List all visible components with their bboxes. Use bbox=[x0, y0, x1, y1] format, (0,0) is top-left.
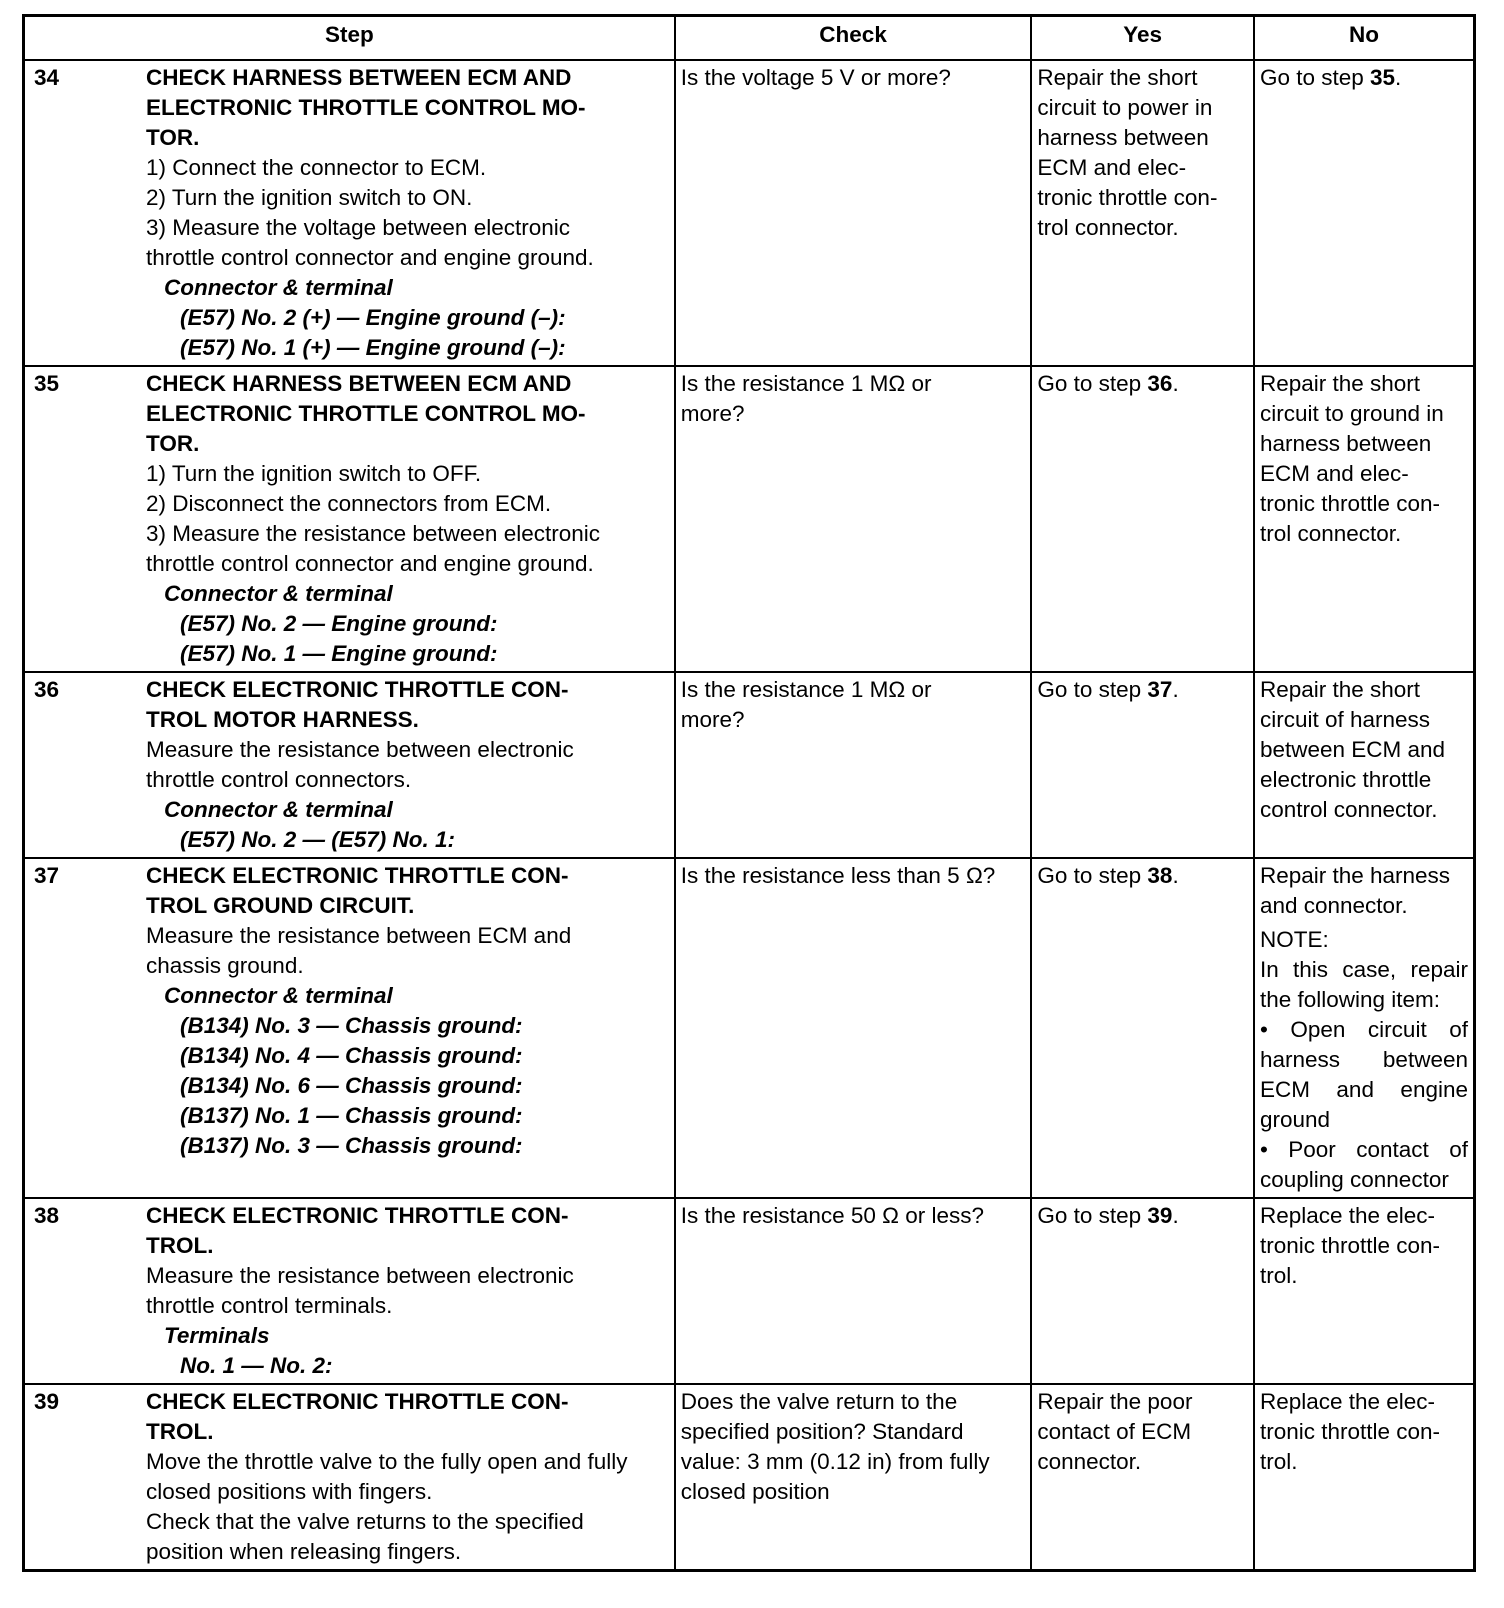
check-line: more? bbox=[680, 401, 745, 426]
yes-line: ECM and elec- bbox=[1037, 155, 1187, 180]
no-line: electronic throttle bbox=[1259, 767, 1432, 792]
instruction-line: 2) Disconnect the connectors from ECM. bbox=[146, 491, 552, 516]
no-line: tronic throttle con- bbox=[1259, 1419, 1441, 1444]
yes-cell bbox=[1031, 366, 1254, 672]
yes-cell bbox=[1031, 672, 1254, 858]
note-line: harness between bbox=[1259, 1047, 1468, 1072]
step-body bbox=[146, 1201, 669, 1381]
header-no: No bbox=[1254, 16, 1475, 61]
check-line: Is the resistance 50 Ω or less? bbox=[680, 1203, 985, 1228]
step-body bbox=[146, 63, 669, 363]
spec-heading: Connector & terminal bbox=[164, 983, 393, 1008]
step-cell bbox=[24, 366, 675, 672]
yes-cell bbox=[1031, 858, 1254, 1198]
note-line: ground bbox=[1259, 1107, 1331, 1132]
goto-step-text: Go to step 35. bbox=[1259, 65, 1402, 90]
header-yes: Yes bbox=[1031, 16, 1254, 61]
instruction-line: closed positions with fingers. bbox=[146, 1479, 433, 1504]
check-cell bbox=[675, 60, 1032, 366]
no-line: ECM and elec- bbox=[1259, 461, 1409, 486]
no-cell bbox=[1254, 1198, 1475, 1384]
step-number: 38 bbox=[34, 1203, 60, 1228]
no-line: circuit of harness bbox=[1259, 707, 1431, 732]
yes-cell bbox=[1031, 60, 1254, 366]
goto-step-number: 36 bbox=[1147, 371, 1173, 396]
table-row bbox=[24, 1198, 1475, 1384]
note-line: • Open circuit of bbox=[1259, 1017, 1468, 1042]
diagnostic-table bbox=[22, 14, 1476, 1572]
no-line: Replace the elec- bbox=[1259, 1389, 1436, 1414]
instruction-line: Move the throttle valve to the fully open and fully bbox=[146, 1449, 628, 1474]
step-cell bbox=[24, 858, 675, 1198]
yes-line: Repair the poor bbox=[1037, 1389, 1193, 1414]
table-header-row bbox=[24, 16, 1475, 61]
check-cell bbox=[675, 672, 1032, 858]
check-line: closed position bbox=[680, 1479, 830, 1504]
step-wrap bbox=[30, 1201, 669, 1381]
instruction-line: Measure the resistance between ECM and bbox=[146, 923, 572, 948]
step-wrap bbox=[30, 63, 669, 363]
yes-cell bbox=[1031, 1198, 1254, 1384]
step-title-line: TROL GROUND CIRCUIT. bbox=[146, 893, 415, 918]
step-title-line: ELECTRONIC THROTTLE CONTROL MO- bbox=[146, 95, 586, 120]
spec-item: (B137) No. 1 — Chassis ground: bbox=[180, 1103, 523, 1128]
instruction-line: 1) Connect the connector to ECM. bbox=[146, 155, 487, 180]
spec-item: (B134) No. 6 — Chassis ground: bbox=[180, 1073, 523, 1098]
instruction-line: Measure the resistance between electronic bbox=[146, 1263, 574, 1288]
instruction-line: throttle control connectors. bbox=[146, 767, 412, 792]
goto-step-number: 39 bbox=[1147, 1203, 1173, 1228]
goto-step-text: Go to step 36. bbox=[1037, 371, 1179, 396]
step-title-line: CHECK ELECTRONIC THROTTLE CON- bbox=[146, 863, 569, 888]
no-cell bbox=[1254, 672, 1475, 858]
instruction-line: throttle control terminals. bbox=[146, 1293, 393, 1318]
instruction-line: 3) Measure the voltage between electronic bbox=[146, 215, 570, 240]
step-title-line: TOR. bbox=[146, 125, 200, 150]
spec-item: (B134) No. 3 — Chassis ground: bbox=[180, 1013, 523, 1038]
step-title-line: TOR. bbox=[146, 431, 200, 456]
spec-heading: Connector & terminal bbox=[164, 581, 393, 606]
spec-item: No. 1 — No. 2: bbox=[180, 1353, 333, 1378]
no-line: and connector. bbox=[1259, 893, 1408, 918]
spec-heading: Connector & terminal bbox=[164, 797, 393, 822]
no-line: trol connector. bbox=[1259, 521, 1402, 546]
instruction-line: position when releasing fingers. bbox=[146, 1539, 462, 1564]
note-line: In this case, repair bbox=[1259, 957, 1468, 982]
yes-line: circuit to power in bbox=[1037, 95, 1213, 120]
table-row bbox=[24, 858, 1475, 1198]
step-title-line: TROL. bbox=[146, 1233, 214, 1258]
yes-cell bbox=[1031, 1384, 1254, 1571]
spec-item: (E57) No. 2 — (E57) No. 1: bbox=[180, 827, 456, 852]
spec-item: (E57) No. 1 (+) — Engine ground (–): bbox=[180, 335, 566, 360]
check-line: Is the resistance less than 5 Ω? bbox=[680, 863, 996, 888]
step-cell bbox=[24, 1198, 675, 1384]
step-wrap bbox=[30, 1387, 669, 1567]
spec-heading: Connector & terminal bbox=[164, 275, 393, 300]
check-cell bbox=[675, 1198, 1032, 1384]
step-title-line: TROL MOTOR HARNESS. bbox=[146, 707, 419, 732]
no-cell bbox=[1254, 858, 1475, 1198]
no-line: Repair the short bbox=[1259, 677, 1421, 702]
instruction-line: 1) Turn the ignition switch to OFF. bbox=[146, 461, 482, 486]
yes-line: trol connector. bbox=[1037, 215, 1179, 240]
table-row bbox=[24, 60, 1475, 366]
step-body bbox=[146, 861, 669, 1161]
note-line: coupling connector bbox=[1259, 1167, 1449, 1192]
step-wrap bbox=[30, 675, 669, 855]
no-line: harness between bbox=[1259, 431, 1432, 456]
no-line: trol. bbox=[1259, 1449, 1298, 1474]
instruction-line: throttle control connector and engine ground. bbox=[146, 551, 594, 576]
header-check: Check bbox=[675, 16, 1032, 61]
no-cell bbox=[1254, 1384, 1475, 1571]
step-number: 34 bbox=[34, 65, 60, 90]
step-number: 35 bbox=[34, 371, 60, 396]
step-wrap bbox=[30, 861, 669, 1161]
instruction-line: Check that the valve returns to the specified bbox=[146, 1509, 584, 1534]
step-title-line: CHECK HARNESS BETWEEN ECM AND bbox=[146, 65, 572, 90]
note-block bbox=[1260, 925, 1468, 1195]
note-line: the following item: bbox=[1259, 987, 1441, 1012]
yes-line: contact of ECM bbox=[1037, 1419, 1192, 1444]
instruction-line: 2) Turn the ignition switch to ON. bbox=[146, 185, 473, 210]
table-row bbox=[24, 672, 1475, 858]
check-line: Is the resistance 1 MΩ or bbox=[680, 371, 932, 396]
step-number: 36 bbox=[34, 677, 60, 702]
instruction-line: 3) Measure the resistance between electronic bbox=[146, 521, 600, 546]
note-line: • Poor contact of bbox=[1259, 1137, 1468, 1162]
check-line: specified position? Standard bbox=[680, 1419, 964, 1444]
goto-step-number: 35 bbox=[1370, 65, 1396, 90]
table-row bbox=[24, 1384, 1475, 1571]
step-cell bbox=[24, 672, 675, 858]
step-title-line: CHECK ELECTRONIC THROTTLE CON- bbox=[146, 1389, 569, 1414]
step-title-line: ELECTRONIC THROTTLE CONTROL MO- bbox=[146, 401, 586, 426]
step-number: 37 bbox=[34, 863, 60, 888]
no-line: Replace the elec- bbox=[1259, 1203, 1436, 1228]
spec-item: (E57) No. 2 — Engine ground: bbox=[180, 611, 498, 636]
step-title-line: CHECK ELECTRONIC THROTTLE CON- bbox=[146, 677, 569, 702]
no-line: between ECM and bbox=[1259, 737, 1446, 762]
yes-line: tronic throttle con- bbox=[1037, 185, 1218, 210]
check-line: Does the valve return to the bbox=[680, 1389, 958, 1414]
step-body bbox=[146, 675, 669, 855]
instruction-line: Measure the resistance between electronic bbox=[146, 737, 574, 762]
check-cell bbox=[675, 366, 1032, 672]
step-number: 39 bbox=[34, 1389, 60, 1414]
step-body bbox=[146, 369, 669, 669]
no-line: circuit to ground in bbox=[1259, 401, 1444, 426]
no-line: Repair the short bbox=[1259, 371, 1421, 396]
spec-item: (E57) No. 2 (+) — Engine ground (–): bbox=[180, 305, 566, 330]
step-cell bbox=[24, 60, 675, 366]
spec-item: (E57) No. 1 — Engine ground: bbox=[180, 641, 498, 666]
yes-line: harness between bbox=[1037, 125, 1209, 150]
check-line: Is the voltage 5 V or more? bbox=[680, 65, 951, 90]
yes-line: connector. bbox=[1037, 1449, 1142, 1474]
no-line: tronic throttle con- bbox=[1259, 491, 1441, 516]
step-wrap bbox=[30, 369, 669, 669]
goto-step-number: 37 bbox=[1147, 677, 1173, 702]
step-body bbox=[146, 1387, 669, 1567]
no-cell bbox=[1254, 366, 1475, 672]
check-line: more? bbox=[680, 707, 745, 732]
goto-step-text: Go to step 39. bbox=[1037, 1203, 1179, 1228]
step-title-line: TROL. bbox=[146, 1419, 214, 1444]
no-line: tronic throttle con- bbox=[1259, 1233, 1441, 1258]
no-line: Repair the harness bbox=[1259, 863, 1451, 888]
note-line: ECM and engine bbox=[1259, 1077, 1468, 1102]
table-row bbox=[24, 366, 1475, 672]
yes-line: Repair the short bbox=[1037, 65, 1198, 90]
check-cell bbox=[675, 1384, 1032, 1571]
goto-step-text: Go to step 37. bbox=[1037, 677, 1179, 702]
no-line: trol. bbox=[1259, 1263, 1298, 1288]
check-line: Is the resistance 1 MΩ or bbox=[680, 677, 932, 702]
instruction-line: chassis ground. bbox=[146, 953, 304, 978]
step-title-line: CHECK ELECTRONIC THROTTLE CON- bbox=[146, 1203, 569, 1228]
check-cell bbox=[675, 858, 1032, 1198]
no-cell bbox=[1254, 60, 1475, 366]
step-cell bbox=[24, 1384, 675, 1571]
check-line: value: 3 mm (0.12 in) from fully bbox=[680, 1449, 990, 1474]
spec-item: (B137) No. 3 — Chassis ground: bbox=[180, 1133, 523, 1158]
goto-step-number: 38 bbox=[1147, 863, 1173, 888]
spec-item: (B134) No. 4 — Chassis ground: bbox=[180, 1043, 523, 1068]
goto-step-text: Go to step 38. bbox=[1037, 863, 1179, 888]
step-title-line: CHECK HARNESS BETWEEN ECM AND bbox=[146, 371, 572, 396]
note-line: NOTE: bbox=[1259, 927, 1329, 952]
spec-heading: Terminals bbox=[164, 1323, 270, 1348]
instruction-line: throttle control connector and engine ground. bbox=[146, 245, 594, 270]
no-line: control connector. bbox=[1259, 797, 1438, 822]
header-step: Step bbox=[24, 16, 675, 61]
